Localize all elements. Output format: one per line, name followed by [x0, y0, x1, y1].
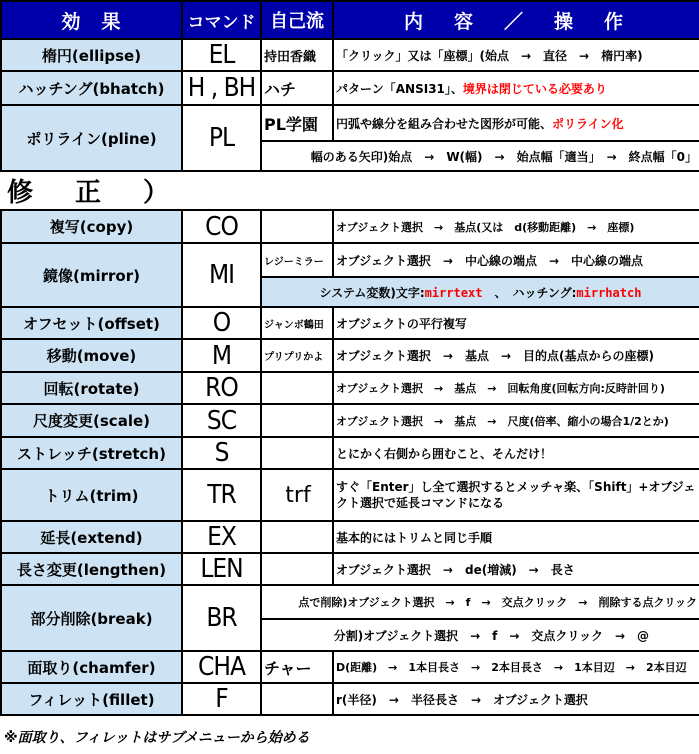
effect-cell: 部分削除(break): [1, 585, 182, 651]
section-title: 修 正 ）: [1, 171, 699, 210]
description-cell: オブジェクト選択 → 基点(又は d(移動距離) → 座標): [333, 210, 699, 243]
self-style-cell: [261, 210, 333, 243]
command-code: PL: [182, 105, 261, 171]
description-cell: オブジェクト選択 → 基点 → 目的点(基点からの座標): [333, 339, 699, 372]
self-style-cell: プリプリかよ: [261, 339, 333, 372]
effect-cell: 回転(rotate): [1, 372, 182, 404]
row-pline: [1, 105, 699, 141]
command-code: BR: [182, 585, 261, 651]
description-cell: すぐ「Enter」し全て選択するとメッチャ楽、「Shift」+オブジェクト選択で延長コマンドになる: [333, 469, 699, 521]
effect-cell: ストレッチ(stretch): [1, 437, 182, 469]
command-code: H , BH: [182, 71, 261, 105]
self-style-cell: [261, 521, 333, 553]
description-cell: 点で削除)オブジェクト選択 → f → 交点クリック → 削除する点クリック: [261, 585, 699, 619]
effect-cell: 面取り(chamfer): [1, 651, 182, 683]
row-break: [1, 585, 699, 619]
description-cell: 幅のある矢印)始点 → W(幅) → 始点幅「適当」 → 終点幅「0」: [261, 141, 699, 171]
self-style-cell: [261, 553, 333, 585]
header-effect: 効 果: [1, 1, 182, 39]
row-mirror: [1, 243, 699, 277]
effect-cell: 延長(extend): [1, 521, 182, 553]
command-code: S: [182, 437, 261, 469]
description-cell: 基本的にはトリムと同じ手順: [333, 521, 699, 553]
command-code: EL: [182, 39, 261, 71]
self-style-cell: [261, 372, 333, 404]
self-style-cell: チャー: [261, 651, 333, 683]
sysvar-mirrtext: mirrtext: [424, 285, 483, 300]
description-cell: オブジェクト選択 → 基点 → 尺度(倍率、縮小の場合1/2とか): [333, 404, 699, 437]
sysvar-mirrhatch: mirrhatch: [576, 285, 642, 300]
description-cell: D(距離) → 1本目長さ → 2本目長さ → 1本目辺 → 2本目辺: [333, 651, 699, 683]
effect-cell: 尺度変更(scale): [1, 404, 182, 437]
row-lengthen: [1, 553, 699, 585]
warning-text: 境界は閉じている必要あり: [462, 81, 607, 96]
command-code: SC: [182, 404, 261, 437]
command-code: CO: [182, 210, 261, 243]
self-style-cell: ジャンボ鶴田: [261, 307, 333, 339]
self-style-cell: [261, 437, 333, 469]
row-copy: [1, 210, 699, 243]
description-cell: [333, 71, 699, 105]
effect-cell: 長さ変更(lengthen): [1, 553, 182, 585]
self-style-cell: [261, 404, 333, 437]
description-cell: オブジェクト選択 → de(増減) → 長さ: [333, 553, 699, 585]
row-chamfer: [1, 651, 699, 683]
self-style-cell: レジーミラー: [261, 243, 333, 277]
row-scale: [1, 404, 699, 437]
self-style-cell: ハチ: [261, 71, 333, 105]
row-extend: [1, 521, 699, 553]
description-cell: オブジェクト選択 → 中心線の端点 → 中心線の端点: [333, 243, 699, 277]
row-fillet: [1, 683, 699, 715]
self-style-cell: trf: [261, 469, 333, 521]
effect-cell: ハッチング(bhatch): [1, 71, 182, 105]
command-code: M: [182, 339, 261, 372]
row-hatch: [1, 71, 699, 105]
self-style-cell: 持田香織: [261, 39, 333, 71]
row-ellipse: [1, 39, 699, 71]
command-code: RO: [182, 372, 261, 404]
row-move: [1, 339, 699, 372]
system-variable-cell: [261, 277, 699, 307]
sysvar-label: システム変数)文字:: [319, 285, 425, 300]
command-code: F: [182, 683, 261, 715]
row-trim: [1, 469, 699, 521]
section-row: [1, 171, 699, 210]
description-cell: [333, 105, 699, 141]
command-code: CHA: [182, 651, 261, 683]
effect-cell: 鏡像(mirror): [1, 243, 182, 307]
sysvar-separator: 、 ハッチング:: [482, 285, 577, 300]
command-code: MI: [182, 243, 261, 307]
command-code: LEN: [182, 553, 261, 585]
description-cell: オブジェクト選択 → 基点 → 回転角度(回転方向:反時計回り): [333, 372, 699, 404]
effect-cell: フィレット(fillet): [1, 683, 182, 715]
command-code: EX: [182, 521, 261, 553]
description-cell: 分割)オブジェクト選択 → f → 交点クリック → @: [261, 619, 699, 651]
effect-cell: オフセット(offset): [1, 307, 182, 339]
description-cell: とにかく右側から囲むこと、そんだけ！: [333, 437, 699, 469]
command-code: TR: [182, 469, 261, 521]
effect-cell: ポリライン(pline): [1, 105, 182, 171]
description-cell: r(半径) → 半径長さ → オブジェクト選択: [333, 683, 699, 715]
description-text: 円弧や線分を組み合わせた図形が可能、: [336, 116, 553, 131]
effect-cell: 移動(move): [1, 339, 182, 372]
header-content: 内 容 ／ 操 作: [333, 1, 699, 39]
self-style-cell: [261, 683, 333, 715]
table-header-row: [1, 1, 699, 39]
footnote: ※面取り、フィレットはサブメニューから始める: [4, 730, 310, 746]
self-style-cell: PL学園: [261, 105, 333, 141]
description-cell: オブジェクトの平行複写: [333, 307, 699, 339]
description-cell: 「クリック」又は「座標」(始点 → 直径 → 楕円率): [333, 39, 699, 71]
header-command: コマンド: [182, 1, 261, 39]
effect-cell: トリム(trim): [1, 469, 182, 521]
description-text: パターン「ANSI31」、: [336, 81, 463, 96]
effect-cell: 楕円(ellipse): [1, 39, 182, 71]
emphasis-text: ポリライン化: [552, 116, 624, 131]
row-offset: [1, 307, 699, 339]
effect-cell: 複写(copy): [1, 210, 182, 243]
header-self-style: 自己流: [261, 1, 333, 39]
row-stretch: [1, 437, 699, 469]
row-rotate: [1, 372, 699, 404]
command-code: O: [182, 307, 261, 339]
